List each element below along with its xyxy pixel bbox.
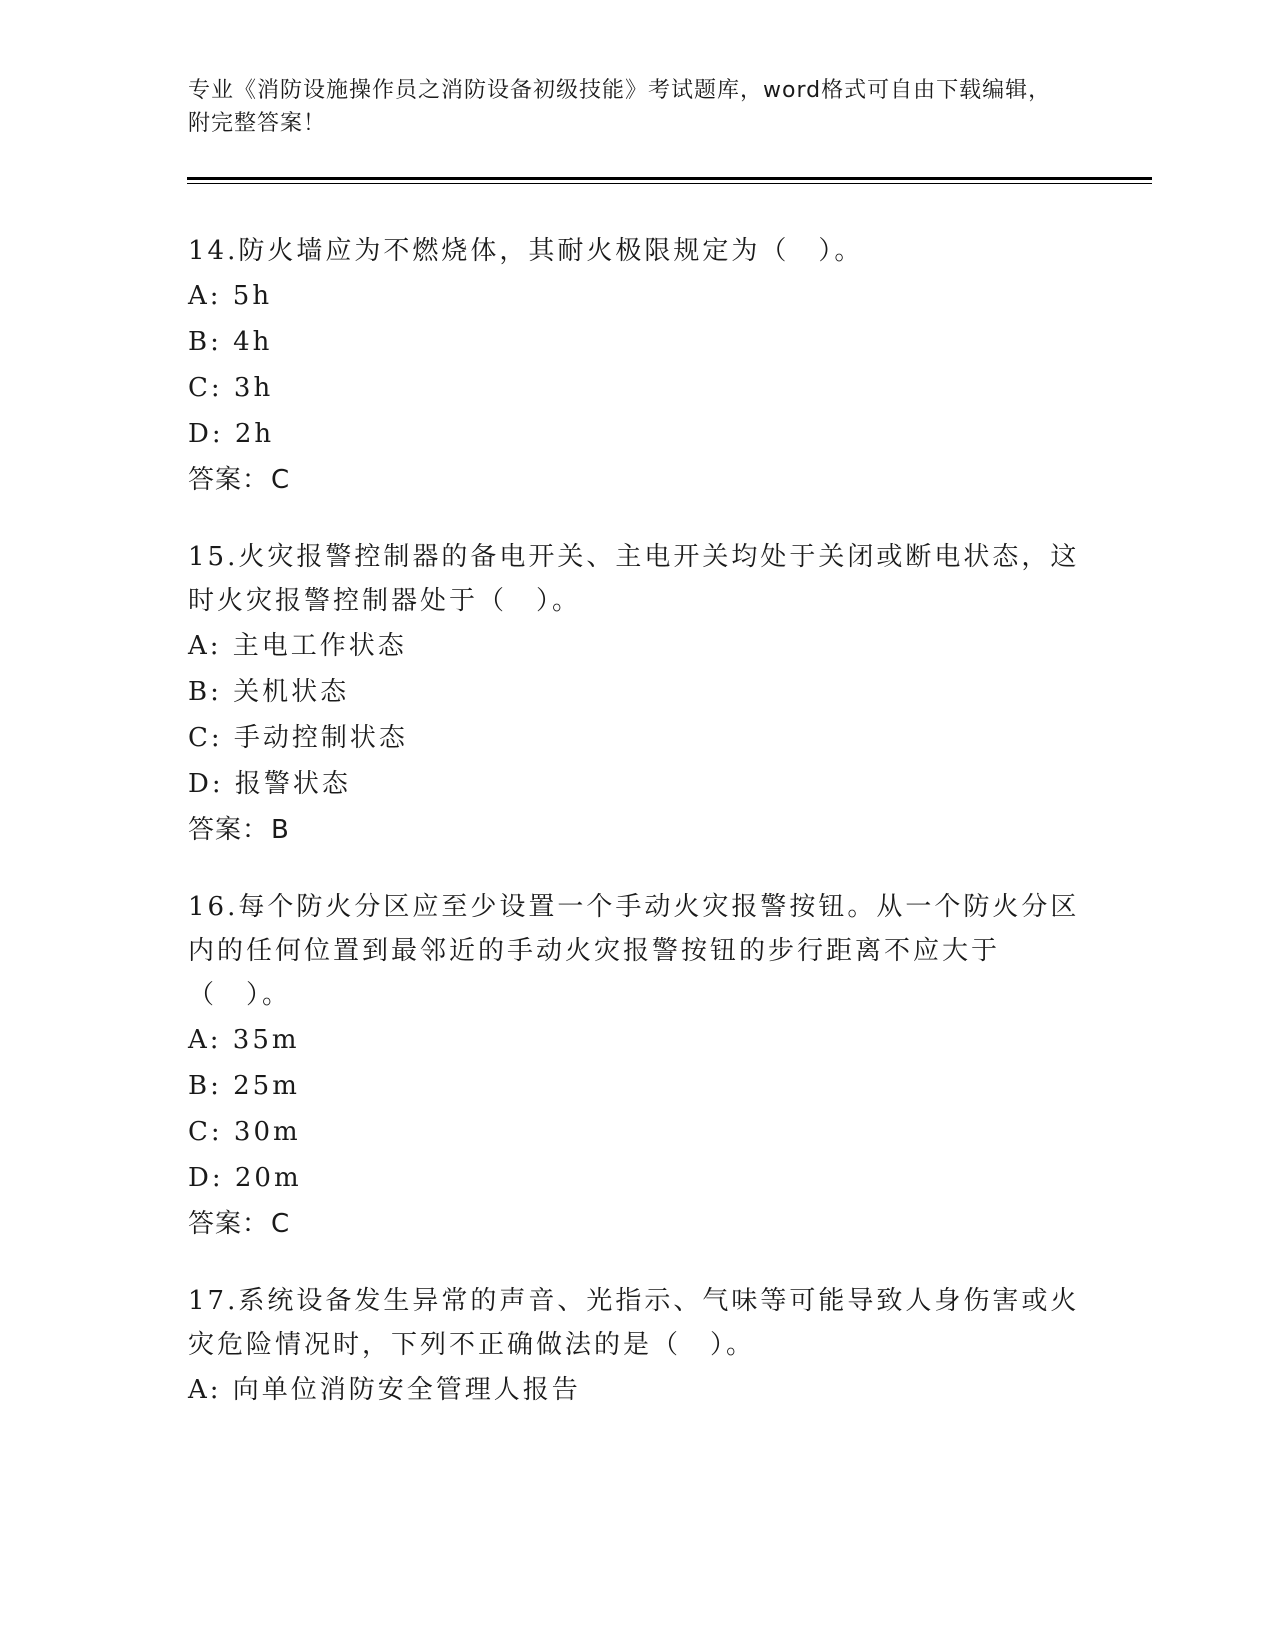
answer-line [188,457,1088,503]
option-a: A: 主电工作状态 [188,631,407,661]
question-stem: 15.火灾报警控制器的备电开关、主电开关均处于关闭或断电状态，这时火灾报警控制器处于（ ）。 [188,542,1080,616]
option-d: D: 报警状态 [188,769,351,799]
question-15 [188,535,1088,853]
option-d: D: 2h [188,419,275,449]
question-17 [188,1279,1088,1413]
option-b: B: 4h [188,327,273,357]
option-a: A: 35m [188,1025,300,1055]
answer-value: C [271,1209,291,1239]
option-b: B: 关机状态 [188,677,350,707]
answer-label: 答案： [188,815,270,845]
answer-label: 答案： [188,1209,270,1239]
header-divider-thick [187,177,1152,180]
header-divider-thin [187,183,1152,184]
question-stem: 16.每个防火分区应至少设置一个手动火灾报警按钮。从一个防火分区内的任何位置到最邻近的手动火灾报警按钮的步行距离不应大于（ ）。 [188,892,1080,1010]
question-list [188,229,1088,1445]
option-c: C: 30m [188,1117,301,1147]
question-stem: 17.系统设备发生异常的声音、光指示、气味等可能导致人身伤害或火灾危险情况时，下列不正确做法的是（ ）。 [188,1286,1080,1360]
question-stem: 14.防火墙应为不燃烧体，其耐火极限规定为（ ）。 [188,236,864,266]
option-c: C: 3h [188,373,274,403]
answer-label: 答案： [188,465,270,495]
answer-value: C [271,465,291,495]
option-a: A: 向单位消防安全管理人报告 [188,1375,581,1405]
question-16 [188,885,1088,1247]
answer-line [188,1201,1088,1247]
answer-line [188,807,1088,853]
option-b: B: 25m [188,1071,300,1101]
option-a: A: 5h [188,281,273,311]
question-14 [188,229,1088,503]
answer-value: B [271,815,290,845]
document-intro: 专业《消防设施操作员之消防设备初级技能》考试题库，word格式可自由下载编辑，附完整答案！ [188,78,1052,136]
option-c: C: 手动控制状态 [188,723,408,753]
option-d: D: 20m [188,1163,302,1193]
